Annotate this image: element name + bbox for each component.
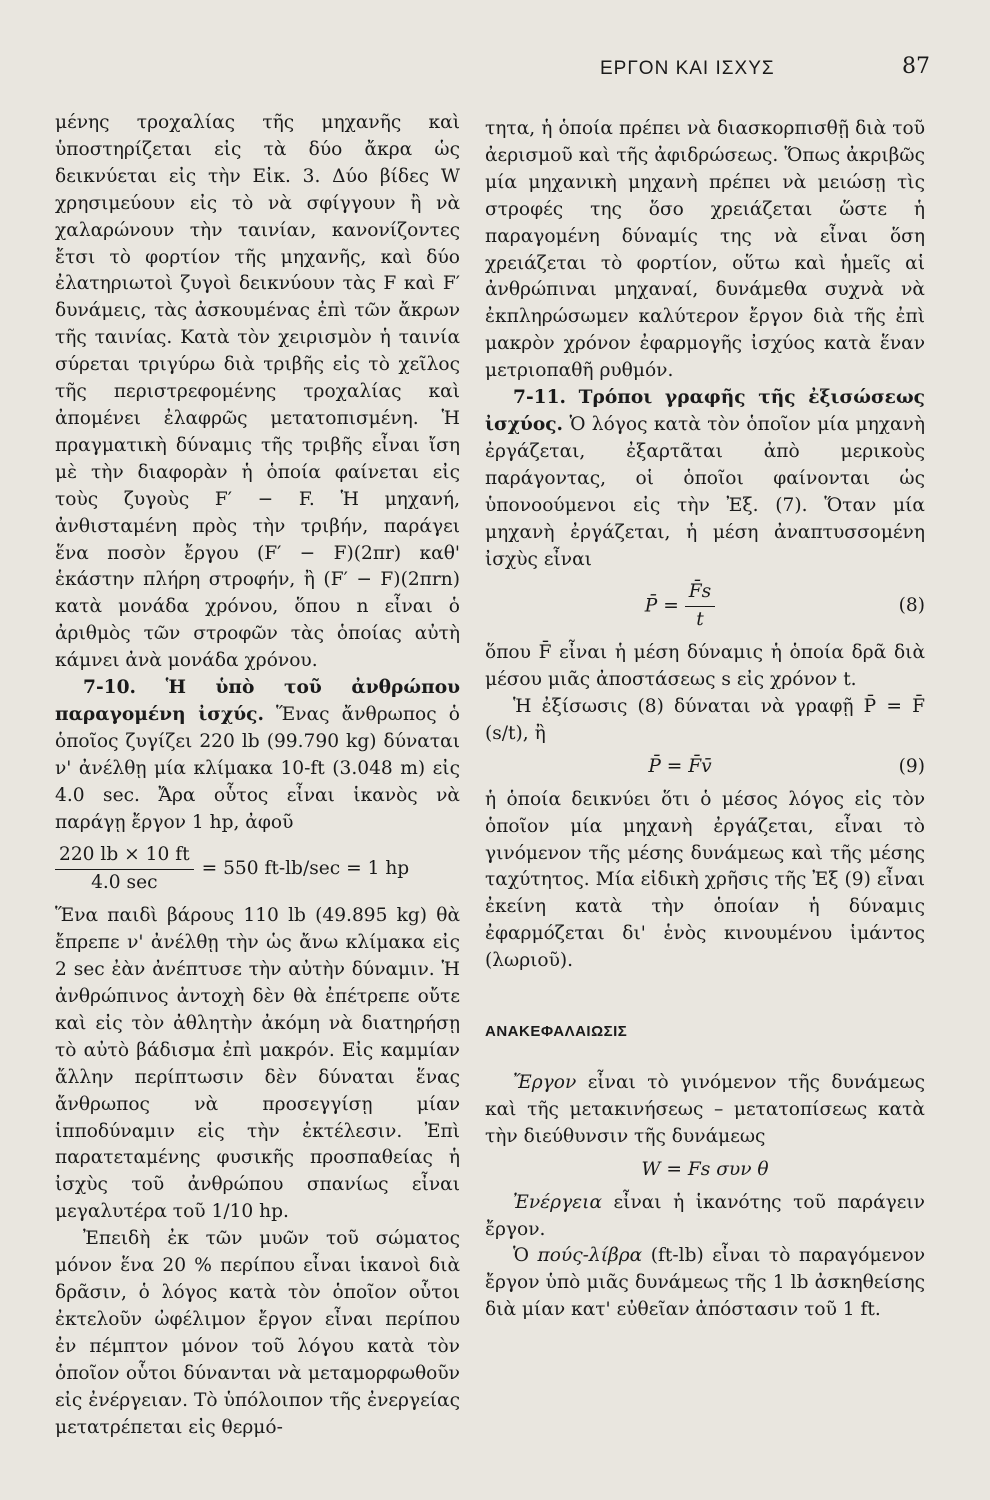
prefix: Ὁ bbox=[513, 1245, 538, 1267]
term: πούς-λίβρα bbox=[537, 1245, 643, 1267]
summary-item-work bbox=[485, 1070, 925, 1151]
equation-rhs: = 550 ft-lb/sec = 1 hp bbox=[201, 858, 410, 880]
summary-item-energy bbox=[485, 1190, 925, 1244]
paragraph: τητα, ἡ ὁποία πρέπει νὰ διασκορπισθῇ διὰ τοῦ ἀερισμοῦ καὶ τῆς ἀφιδρώσεως. Ὅπως ἀκριβῶς μία μηχανικὴ μηχανὴ πρέπει νὰ μειώσῃ τὶς στροφές της ὅσο χρειάζεται ὥστε ἡ παραγομένη δύναμίς της νὰ εἶναι ὅση χρειάζεται τὸ φορτίον, οὕτω καὶ ἡμεῖς αἱ ἀνθρώπιναι μηχαναί, δυνάμεθα συχνὰ νὰ ἐκπληρώσωμεν καλύτερον ἔργον διὰ τῆς ἐπὶ μακρὸν χρόνον ἐφαρμογῆς ἰσχύος κατὰ ἕναν μετριοπαθῆ ρυθμόν. bbox=[485, 118, 925, 382]
equation-fraction bbox=[55, 842, 194, 897]
equation-numerator: 220 lb × 10 ft bbox=[55, 842, 194, 870]
paragraph: μένης τροχαλίας τῆς μηχανῆς καὶ ὑποστηρίζεται εἰς τὰ δύο ἄκρα ὡς δεικνύεται εἰς τὴν Εἰκ. 3. Δύο βίδες W χρησιμεύουν εἰς τὸ νὰ σφίγγουν ἢ νὰ χαλαρώνουν τὴν ταινίαν, κανονίζοντες ἔτσι τὸ φορτίον τῆς μηχανῆς, καὶ δύο ἐλατηριωτοὶ ζυγοὶ δεικνύουν τὰς F καὶ F′ δυνάμεις, τὰς ἀσκουμένας ἐπὶ τῶν ἄκρων τῆς ταινίας. Κατὰ τὸν χειρισμὸν ἡ ταινία σύρεται τριγύρω διὰ τριβῆς εἰς τὸ χεῖλος τῆς περιστρεφομένης τροχαλίας καὶ ἀπομένει ἐλαφρῶς μετατοπισμένη. Ἡ πραγματικὴ δύναμις τῆς τριβῆς εἶναι ἴση μὲ τὴν διαφορὰν ἡ ὁποία φαίνεται εἰς τοὺς ζυγοὺς F′ − F. Ἡ μηχανή, ἀνθισταμένη πρὸς τὴν τριβήν, παράγει ἕνα ποσὸν ἔργου (F′ − F)(2πr) καθ' ἑκάστην πλήρη στροφήν, ἢ (F′ − F)(2πrn) κατὰ μονάδα χρόνου, ὅπου n εἶναι ὁ ἀριθμὸς τῶν στροφῶν τὰς ὁποίας αὐτὴ κάμνει ἀνὰ μονάδα χρόνου. bbox=[55, 112, 460, 672]
equation-8-label: (8) bbox=[898, 595, 925, 617]
paragraph: Ἐπειδὴ ἐκ τῶν μυῶν τοῦ σώματος μόνον ἕνα 20 % περίπου εἶναι ἱκανοὶ διὰ δρᾶσιν, ὁ λόγος κατὰ τὸν ὁποῖον οὗτοι ἐκτελοῦν ὠφέλιμον ἔργον εἶναι περίπου ἐν πέμπτον μόνον τοῦ λόγου κατὰ τὸν ὁποῖον οὗτοι δύνανται νὰ μεταμορφωθοῦν εἰς ἐνέργειαν. Τὸ ὑπόλοιπον τῆς ἐνεργείας μετατρέπεται εἰς θερμό- bbox=[55, 1228, 460, 1438]
equation-8-fraction bbox=[685, 579, 715, 634]
running-title: ΕΡΓΟΝ ΚΑΙ ΙΣΧΥΣ bbox=[600, 58, 775, 79]
paragraph: ὅπου F̄ εἶναι ἡ μέση δύναμις ἡ ὁποία δρᾶ διὰ μέσου μιᾶς ἀποστάσεως s εἰς χρόνον t. bbox=[485, 642, 925, 691]
equation-8-denominator: t bbox=[696, 609, 704, 631]
equation-8-body bbox=[485, 579, 875, 634]
equation-8-numerator: F̄s bbox=[685, 579, 715, 607]
horsepower-equation bbox=[55, 842, 460, 897]
section-heading: 7-11. Τρόποι γραφῆς τῆς ἐξισώσεως ἰσχύος. bbox=[485, 387, 925, 435]
work-equation-body: W = Fs συν θ bbox=[641, 1158, 769, 1180]
summary-item-foot-pound bbox=[485, 1243, 925, 1324]
left-column bbox=[55, 110, 460, 1441]
term: Ἔργον bbox=[513, 1072, 577, 1093]
equation-9 bbox=[485, 754, 925, 781]
section-7-10 bbox=[55, 675, 460, 836]
definition: εἶναι ἡ ἱκανότης τοῦ παράγειν ἔργον. bbox=[485, 1191, 925, 1240]
section-7-11 bbox=[485, 385, 925, 573]
paragraph: ἡ ὁποία δεικνύει ὅτι ὁ μέσος λόγος εἰς τὸν ὁποῖον μία μηχανὴ ἐργάζεται, εἶναι τὸ γινόμενον τῆς μέσης δυνάμεως καὶ τῆς μέσης ταχύτητος. Μία εἰδικὴ χρῆσις τῆς Ἐξ (9) εἶναι ἐκείνη κατὰ τὴν ὁποίαν ἡ δύναμις ἐφαρμόζεται δι' ἑνὸς κινουμένου ἱμάντος (λωριοῦ). bbox=[485, 788, 925, 972]
section-text: Ἕνας ἄνθρωπος ὁ ὁποῖος ζυγίζει 220 lb (99.790 kg) δύναται ν' ἀνέλθῃ μία κλίμακα 10-ft (3.048 m) εἰς 4.0 sec. Ἄρα οὗτος εἶναι ἱκανὸς νὰ παράγῃ ἔργον 1 hp, ἀφοῦ bbox=[55, 703, 460, 833]
page-number: 87 bbox=[902, 54, 930, 79]
term: Ἐνέργεια bbox=[513, 1191, 603, 1213]
equation-9-label: (9) bbox=[898, 755, 925, 777]
equation-9-body: P̄ = F̄v̄ bbox=[648, 755, 712, 777]
equation-denominator: 4.0 sec bbox=[91, 872, 158, 894]
section-text: Ὁ λόγος κατὰ τὸν ὁποῖον μία μηχανὴ ἐργάζεται, ἐξαρτᾶται ἀπὸ μερικοὺς παράγοντας, οἱ ὁποῖοι φαίνονται ὡς ὑπονοούμενοι εἰς τὴν Ἐξ. (7). Ὅταν μία μηχανὴ ἐργάζεται, ἡ μέση ἀναπτυσσομένη ἰσχὺς εἶναι bbox=[485, 413, 926, 570]
right-column bbox=[485, 116, 925, 1324]
definition: εἶναι τὸ γινόμενον τῆς δυνάμεως καὶ τῆς μετακινήσεως – μετατοπίσεως κατὰ τὴν διεύθυνσιν τῆς δυνάμεως bbox=[485, 1072, 925, 1147]
work-equation bbox=[485, 1157, 925, 1184]
running-header bbox=[600, 52, 930, 86]
definition: (ft-lb) εἶναι τὸ παραγόμενον ἔργον ὑπὸ μιᾶς δυνάμεως τῆς 1 lb ἀσκηθείσης διὰ μίαν κατ' εὐθεῖαν ἀπόστασιν τοῦ 1 ft. bbox=[485, 1245, 926, 1321]
equation-8 bbox=[485, 579, 925, 634]
section-heading: 7-10. Ἡ ὑπὸ τοῦ ἀνθρώπου παραγομένη ἰσχύς. bbox=[55, 677, 460, 725]
equation-8-lhs: P̄ = bbox=[644, 595, 679, 617]
paragraph: Ἕνα παιδὶ βάρους 110 lb (49.895 kg) θὰ ἔπρεπε ν' ἀνέλθῃ τὴν ὡς ἄνω κλίμακα εἰς 2 sec ἐὰν ἀνέπτυσε τὴν αὐτὴν δύναμιν. Ἡ ἀνθρώπινος ἀντοχὴ δὲν θὰ ἐπέτρεπε οὔτε καὶ εἰς τὸν ἀθλητὴν ἀκόμη νὰ διατηρήσῃ τὸ αὐτὸ βάδισμα ἐπὶ μακρόν. Εἰς καμμίαν ἄλλην περίπτωσιν δὲν δύναται ἕνας ἄνθρωπος νὰ προσεγγίσῃ μίαν ἱπποδύναμιν εἰς τὴν ἐκτέλεσιν. Ἐπὶ παρατεταμένης φυσικῆς προσπαθείας ἡ ἰσχὺς τοῦ ἀνθρώπου σπανίως εἶναι μεγαλυτέρα τοῦ 1/10 hp. bbox=[55, 905, 460, 1223]
summary-heading: ΑΝΑΚΕΦΑΛΑΙΩΣΙΣ bbox=[485, 1023, 628, 1041]
paragraph: Ἡ ἐξίσωσις (8) δύναται νὰ γραφῇ P̄ = F̄ (s/t), ἢ bbox=[485, 696, 925, 744]
